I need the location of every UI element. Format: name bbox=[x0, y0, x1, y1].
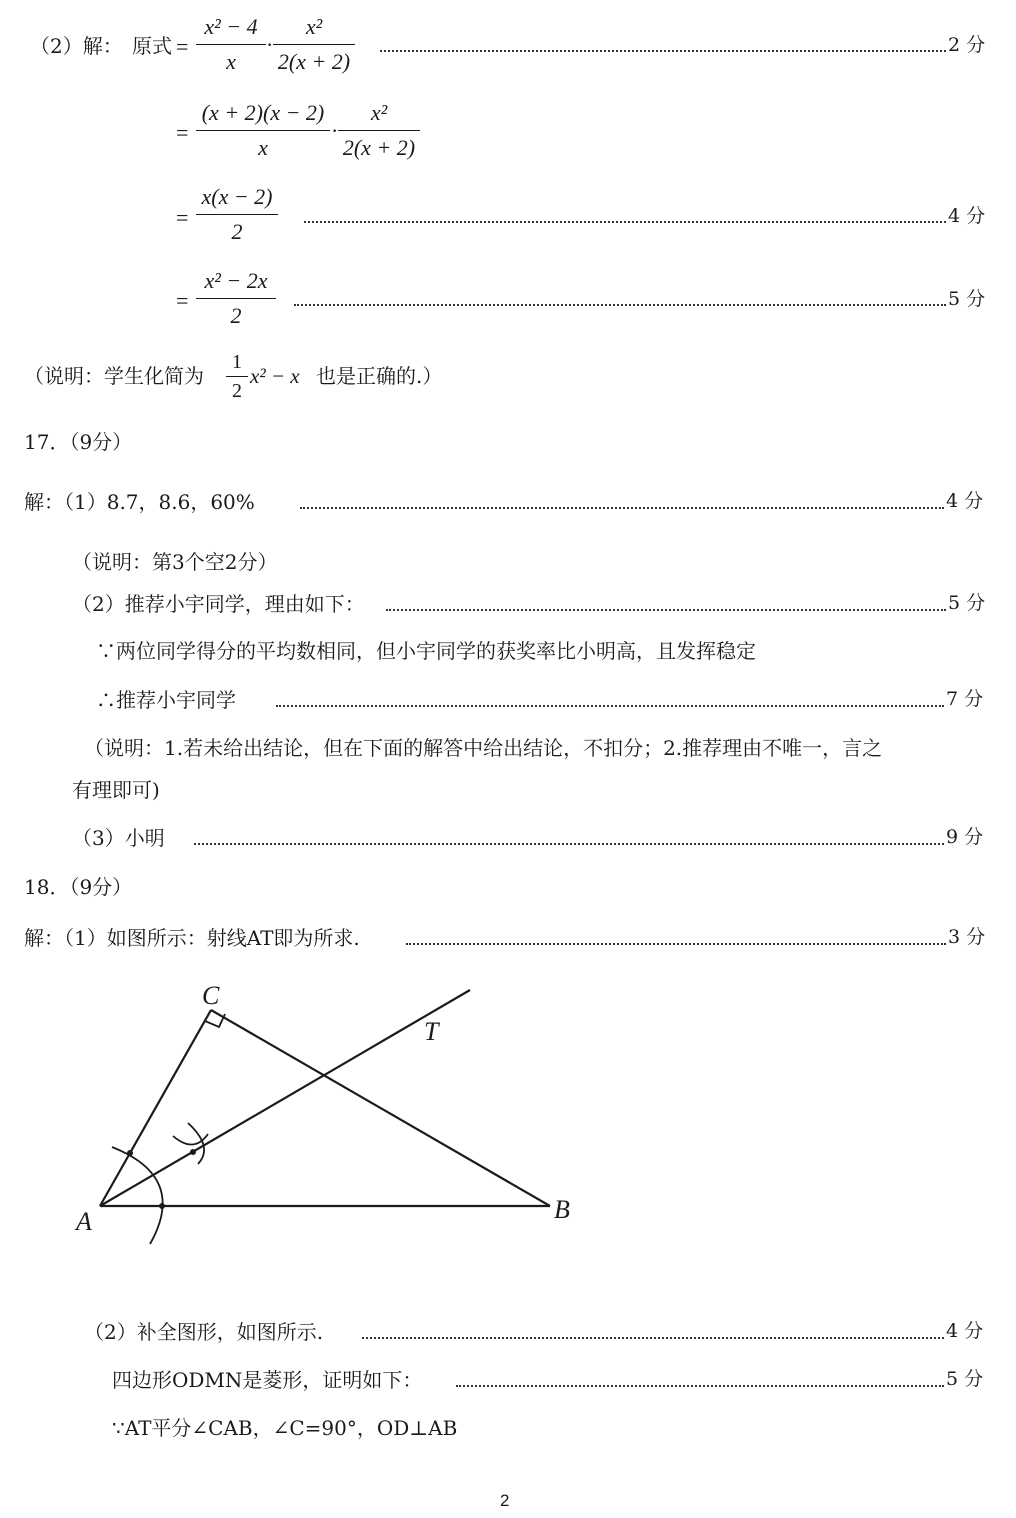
fraction-1b bbox=[273, 16, 355, 73]
dot-leader bbox=[406, 943, 946, 945]
score-9: 9 分 bbox=[946, 826, 984, 848]
q17-note2-line2: 有理即可) bbox=[72, 778, 160, 802]
fraction-2b bbox=[338, 102, 420, 159]
numerator: (x + 2)(x − 2) bbox=[196, 102, 330, 131]
denominator: 2 bbox=[232, 380, 242, 402]
dot-leader bbox=[276, 705, 944, 707]
q18-title: 18．（9分） bbox=[24, 875, 133, 899]
equals-sign: = bbox=[176, 120, 189, 145]
q18-part2: （2）补全图形，如图所示. bbox=[84, 1320, 324, 1344]
label-B: B bbox=[554, 1195, 570, 1224]
fraction-4 bbox=[196, 270, 276, 327]
q16-note-suffix: 也是正确的.） bbox=[316, 364, 443, 388]
equals-sign: = bbox=[176, 34, 189, 59]
dot-leader bbox=[304, 221, 946, 223]
fraction-2a bbox=[196, 102, 330, 159]
score-5: 5 分 bbox=[948, 592, 986, 614]
multiply-dot: · bbox=[266, 32, 274, 57]
score-4: 4 分 bbox=[948, 205, 986, 227]
denominator: x bbox=[226, 49, 236, 74]
q17-note2-line1: （说明：1.若未给出结论，但在下面的解答中给出结论，不扣分；2.推荐理由不唯一，言之 bbox=[84, 736, 883, 760]
dot-leader bbox=[362, 1337, 944, 1339]
numerator: x² − 2x bbox=[196, 270, 276, 299]
q18-rhombus: 四边形ODMN是菱形，证明如下： bbox=[112, 1368, 423, 1392]
denominator: 2(x + 2) bbox=[277, 49, 351, 74]
q17-note1: （说明：第3个空2分） bbox=[72, 550, 278, 574]
q17-therefore: ∴推荐小宇同学 bbox=[96, 688, 236, 712]
q17-because: ∵两位同学得分的平均数相同，但小宇同学的获奖率比小明高，且发挥稳定 bbox=[96, 639, 756, 663]
q17-part2: （2）推荐小宇同学，理由如下： bbox=[72, 592, 365, 616]
fraction-1a bbox=[196, 16, 266, 73]
score-4: 4 分 bbox=[946, 490, 984, 512]
equals-sign: = bbox=[176, 205, 189, 230]
dot-leader bbox=[456, 1385, 944, 1387]
q18-because: ∵AT平分∠CAB，∠C=90°，OD⊥AB bbox=[112, 1416, 458, 1440]
q17-title: 17．（9分） bbox=[24, 430, 133, 454]
label-C: C bbox=[202, 981, 220, 1010]
dot-leader bbox=[380, 50, 946, 52]
score-7: 7 分 bbox=[946, 688, 984, 710]
dot-leader bbox=[194, 843, 944, 845]
label-T: T bbox=[424, 1017, 439, 1046]
q16-part-label: （2）解： bbox=[30, 34, 123, 58]
q17-part1: 解：（1）8.7，8.6，60% bbox=[24, 490, 255, 514]
q18-part1: 解：（1）如图所示：射线AT即为所求. bbox=[24, 926, 360, 950]
triangle-figure bbox=[60, 972, 660, 1262]
q16-note-expr: x² − x bbox=[250, 364, 300, 388]
denominator: x bbox=[258, 135, 268, 160]
fraction-3 bbox=[196, 186, 278, 243]
page-number: 2 bbox=[500, 1491, 510, 1510]
denominator: 2(x + 2) bbox=[342, 135, 416, 160]
numerator: x² − 4 bbox=[196, 16, 266, 45]
q16-orig-label: 原式 bbox=[132, 34, 172, 58]
numerator: x(x − 2) bbox=[196, 186, 278, 215]
numerator: 1 bbox=[226, 352, 248, 377]
dot-leader bbox=[386, 609, 946, 611]
score-5: 5 分 bbox=[946, 1368, 984, 1390]
label-A: A bbox=[76, 1207, 92, 1236]
score-3: 3 分 bbox=[948, 926, 986, 948]
q17-part3: （3）小明 bbox=[72, 826, 165, 850]
dot-leader bbox=[294, 304, 946, 306]
score-4: 4 分 bbox=[946, 1320, 984, 1342]
numerator: x² bbox=[273, 16, 355, 45]
denominator: 2 bbox=[230, 303, 242, 328]
equals-sign: = bbox=[176, 288, 189, 313]
numerator: x² bbox=[338, 102, 420, 131]
denominator: 2 bbox=[231, 219, 243, 244]
score-2: 2 分 bbox=[948, 34, 986, 56]
dot-leader bbox=[300, 507, 944, 509]
q16-note-prefix: （说明：学生化简为 bbox=[24, 364, 204, 388]
note-fraction bbox=[226, 352, 248, 401]
score-5: 5 分 bbox=[948, 288, 986, 310]
multiply-dot: · bbox=[331, 118, 339, 143]
